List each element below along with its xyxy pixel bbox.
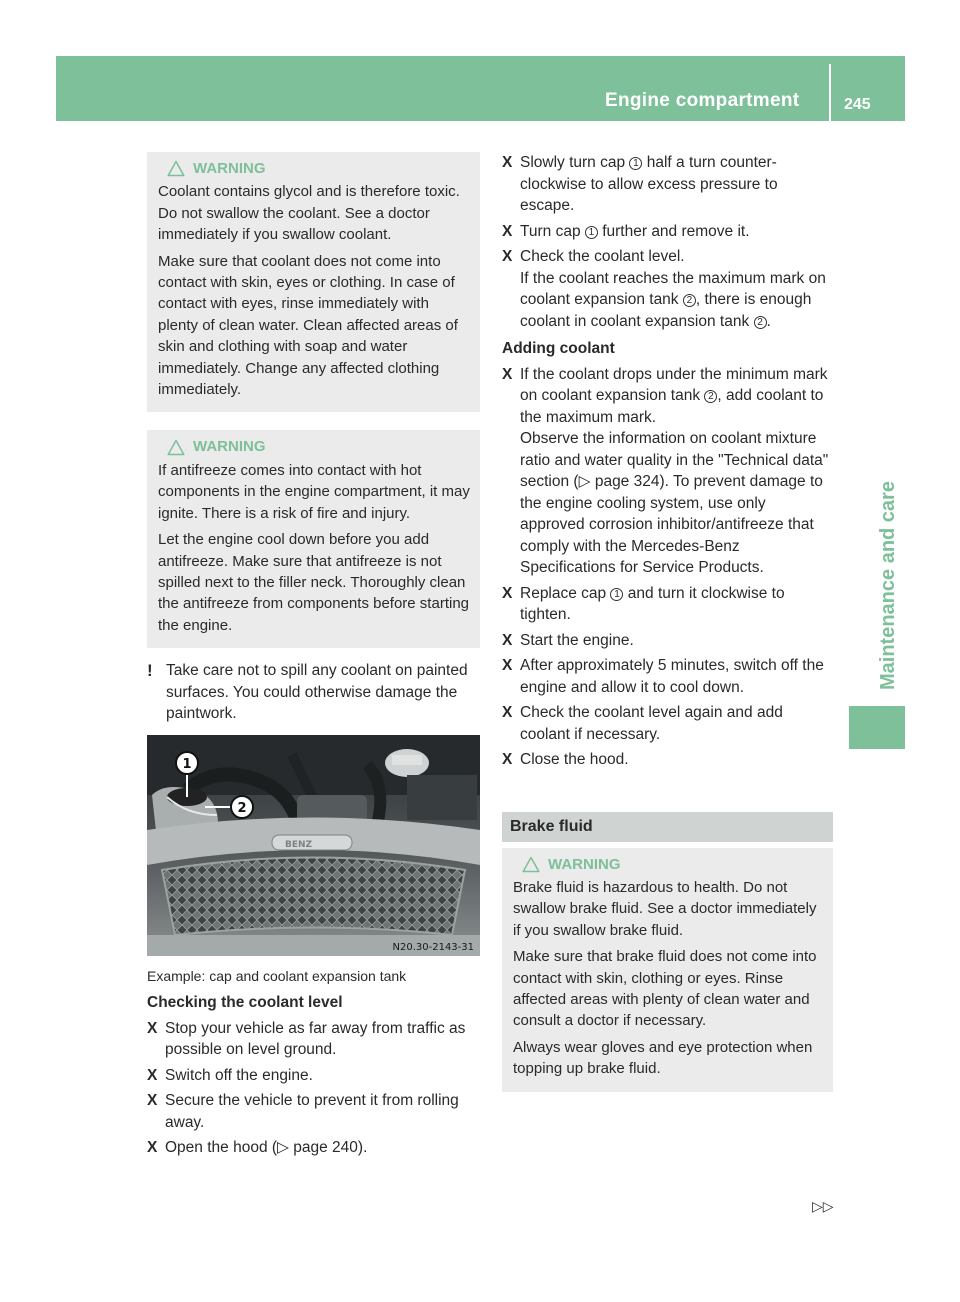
warning-box-coolant-toxic xyxy=(147,152,480,412)
warning-header xyxy=(167,436,470,457)
warning-triangle-icon xyxy=(522,856,540,873)
step-text: Secure the vehicle to prevent it from rolling away. xyxy=(165,1092,459,1131)
callout-2-icon: 2 xyxy=(704,390,717,403)
section-heading: Adding coolant xyxy=(502,340,615,357)
step-arrow-icon: X xyxy=(502,631,513,649)
warning-text: Always wear gloves and eye protection when topping up brake fluid. xyxy=(513,1038,813,1078)
callout-1-icon: 1 xyxy=(629,157,642,170)
step-text: Replace cap 1 and turn it clockwise to tighten. xyxy=(520,584,785,623)
page-ref-icon[interactable]: ▷ xyxy=(578,473,591,490)
header-divider xyxy=(829,64,831,121)
instruction-step xyxy=(502,655,833,698)
step-arrow-icon: X xyxy=(147,1139,158,1157)
left-column xyxy=(147,152,480,1159)
step-text: Check the coolant level again and add coolant if necessary. xyxy=(520,704,783,743)
warning-triangle-icon xyxy=(167,439,185,456)
side-tab-label: Maintenance and care xyxy=(877,481,899,690)
page-title: Engine compartment xyxy=(605,90,800,111)
page-ref-icon[interactable]: ▷ xyxy=(277,1139,289,1157)
warning-title: WARNING xyxy=(193,438,266,456)
instruction-step xyxy=(147,1090,480,1133)
caution-note xyxy=(147,660,480,725)
engine-bay-illustration xyxy=(147,735,480,956)
instruction-step xyxy=(502,702,833,745)
warning-text: Make sure that coolant does not come into contact with skin, eyes or clothing. In case of contact with eyes, rinse immediately with plenty of clean water. Clean affected areas of skin and clothing with soap and water immediately. Change any affected clothing immediately. xyxy=(158,252,458,399)
step-arrow-icon: X xyxy=(502,365,513,383)
hood-badge: BENZ xyxy=(285,839,313,850)
warning-triangle-icon xyxy=(167,160,185,177)
step-text: Turn cap 1 further and remove it. xyxy=(520,222,750,240)
continued-arrow-icon: ▷▷ xyxy=(812,1198,834,1214)
step-text: Open the hood (▷ page 240). xyxy=(165,1139,368,1157)
step-arrow-icon: X xyxy=(502,657,513,674)
warning-text: Brake fluid is hazardous to health. Do not swallow brake fluid. See a doctor immediately if you swallow brake fluid. xyxy=(513,878,817,939)
step-text: Switch off the engine. xyxy=(165,1066,313,1084)
callout-2-icon: 2 xyxy=(754,316,767,329)
warning-box-antifreeze-fire xyxy=(147,430,480,648)
warning-text: Coolant contains glycol and is therefore toxic. Do not swallow the coolant. See a doctor immediately if you swallow coolant. xyxy=(158,183,460,244)
section-heading: Checking the coolant level xyxy=(147,994,343,1012)
step-arrow-icon: X xyxy=(502,584,513,602)
step-arrow-icon: X xyxy=(502,154,513,171)
step-arrow-icon: X xyxy=(502,248,513,265)
photo-callout-1-label: 1 xyxy=(182,756,192,772)
step-arrow-icon: X xyxy=(147,1019,158,1037)
photo-code: N20.30-2143-31 xyxy=(392,941,474,953)
step-arrow-icon: X xyxy=(502,704,513,721)
warning-text: Make sure that brake fluid does not come into contact with skin, clothing or eyes. Rinse affected areas with plenty of clean water and consult a doctor if necessary. xyxy=(513,948,817,1030)
instruction-step xyxy=(147,1065,480,1087)
step-text: Stop your vehicle as far away from traffic as possible on level ground. xyxy=(165,1019,466,1059)
step-text: Close the hood. xyxy=(520,751,629,768)
step-arrow-icon: X xyxy=(502,751,513,768)
warning-header xyxy=(522,854,823,875)
warning-box-brake-fluid xyxy=(502,848,833,1092)
instruction-step xyxy=(147,1137,480,1159)
warning-text: If antifreeze comes into contact with hot components in the engine compartment, it may ignite. There is a risk of fire and injury. xyxy=(158,461,470,522)
instruction-step xyxy=(502,221,833,243)
step-text: Start the engine. xyxy=(520,631,634,649)
instruction-step xyxy=(502,246,833,332)
step-text: After approximately 5 minutes, switch off the engine and allow it to cool down. xyxy=(520,657,824,696)
instruction-step xyxy=(502,152,833,217)
step-text: If the coolant drops under the minimum mark on coolant expansion tank 2 , add coolant to the maximum mark. Observe the information on coolant mixture ratio and water quality in the "Technical data" section (▷ page 324). To prevent damage to the engine cooling system, use only approved corrosion inhibitor/antifreeze that comply with the Mercedes-Benz Specifications for Service Products. xyxy=(520,365,829,576)
step-text: Check the coolant level. If the coolant reaches the maximum mark on coolant expansion tank 2 , there is enough coolant in coolant expansion tank 2 . xyxy=(520,248,826,330)
engine-bay-photo xyxy=(147,735,480,956)
step-arrow-icon: X xyxy=(502,222,513,240)
page-number: 245 xyxy=(844,96,871,113)
instruction-step xyxy=(502,583,833,626)
callout-2-icon: 2 xyxy=(683,294,696,307)
photo-callout-2-label: 2 xyxy=(237,800,247,816)
warning-title: WARNING xyxy=(193,160,266,177)
note-text: Take care not to spill any coolant on painted surfaces. You could otherwise damage the paintwork. xyxy=(166,662,468,723)
callout-1-icon: 1 xyxy=(610,588,623,601)
warning-text: Let the engine cool down before you add antifreeze. Make sure that antifreeze is not spilled next to the filler neck. Thoroughly clean the antifreeze from components before starting the engine. xyxy=(158,531,470,634)
instruction-step xyxy=(502,749,833,771)
section-title-brake-fluid: Brake fluid xyxy=(502,812,833,842)
callout-1-icon: 1 xyxy=(585,226,598,239)
warning-header xyxy=(167,158,470,179)
side-tab-marker xyxy=(849,706,905,749)
step-arrow-icon: X xyxy=(147,1066,158,1084)
step-text: Slowly turn cap 1 half a turn counter-clockwise to allow excess pressure to escape. xyxy=(520,154,778,214)
step-arrow-icon: X xyxy=(147,1092,158,1110)
instruction-step xyxy=(502,630,833,652)
right-column xyxy=(502,152,833,1092)
warning-title: WARNING xyxy=(548,855,621,873)
exclamation-icon: ! xyxy=(147,661,153,681)
photo-caption: Example: cap and coolant expansion tank xyxy=(147,967,407,984)
instruction-step xyxy=(502,364,833,579)
instruction-step xyxy=(147,1018,480,1061)
